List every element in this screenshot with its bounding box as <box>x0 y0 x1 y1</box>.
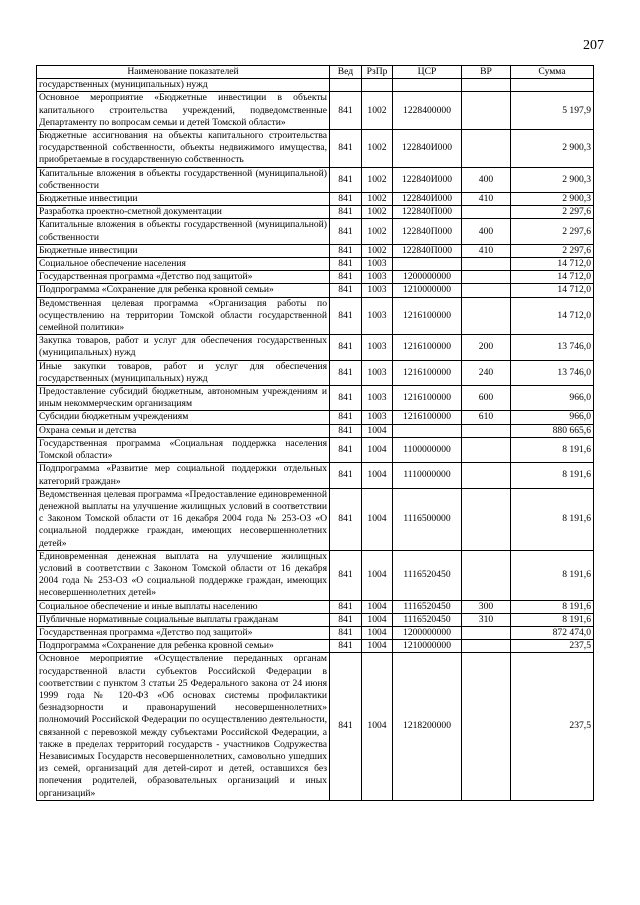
cell-name: Государственная программа «Детство под защитой» <box>37 626 330 639</box>
table-row <box>37 640 594 653</box>
table-row <box>37 130 594 168</box>
table-row <box>37 167 594 192</box>
cell-sum: 8 191,6 <box>511 488 594 550</box>
cell-vr <box>462 463 511 488</box>
cell-sum: 880 665,6 <box>511 424 594 437</box>
cell-sum: 8 191,6 <box>511 613 594 626</box>
cell-vr: 600 <box>462 386 511 411</box>
cell-vr: 200 <box>462 335 511 360</box>
cell-name: Субсидии бюджетным учреждениям <box>37 411 330 424</box>
cell-sum: 14 712,0 <box>511 258 594 271</box>
cell-ved: 841 <box>330 360 362 385</box>
cell-name: Государственная программа «Социальная поддержка населения Томской области» <box>37 437 330 462</box>
cell-rzpr: 1004 <box>362 626 393 639</box>
table-row <box>37 463 594 488</box>
header-name: Наименование показателей <box>37 66 330 79</box>
cell-rzpr: 1004 <box>362 463 393 488</box>
header-sum: Сумма <box>511 66 594 79</box>
cell-rzpr: 1004 <box>362 424 393 437</box>
cell-csr: 122840П000 <box>393 244 462 257</box>
cell-sum: 2 297,6 <box>511 206 594 219</box>
cell-name: Единовременная денежная выплата на улучшение жилищных условий в соответствии с Законом Томской области от 16 декабря 2004 года № 253-ОЗ «О социальной поддержке граждан, имеющих несовершеннолетних детей» <box>37 550 330 600</box>
cell-name: Капитальные вложения в объекты государственной (муниципальной) собственности <box>37 167 330 192</box>
table-row <box>37 92 594 130</box>
cell-csr: 1116500000 <box>393 488 462 550</box>
cell-vr <box>462 271 511 284</box>
cell-ved: 841 <box>330 640 362 653</box>
cell-sum: 14 712,0 <box>511 297 594 335</box>
cell-rzpr: 1004 <box>362 613 393 626</box>
cell-ved: 841 <box>330 424 362 437</box>
cell-sum: 872 474,0 <box>511 626 594 639</box>
cell-csr: 1116520450 <box>393 613 462 626</box>
cell-sum: 2 900,3 <box>511 130 594 168</box>
cell-ved <box>330 79 362 92</box>
cell-ved: 841 <box>330 335 362 360</box>
cell-rzpr: 1002 <box>362 206 393 219</box>
cell-name: Иные закупки товаров, работ и услуг для обеспечения государственных (муниципальных) нужд <box>37 360 330 385</box>
cell-rzpr: 1004 <box>362 600 393 613</box>
cell-ved: 841 <box>330 167 362 192</box>
cell-csr: 1216100000 <box>393 335 462 360</box>
cell-rzpr: 1003 <box>362 386 393 411</box>
cell-rzpr: 1002 <box>362 244 393 257</box>
cell-ved: 841 <box>330 92 362 130</box>
cell-sum: 13 746,0 <box>511 360 594 385</box>
cell-ved: 841 <box>330 219 362 244</box>
cell-rzpr: 1004 <box>362 640 393 653</box>
cell-vr <box>462 284 511 297</box>
cell-rzpr: 1003 <box>362 297 393 335</box>
cell-ved: 841 <box>330 206 362 219</box>
cell-vr <box>462 626 511 639</box>
header-ved: Вед <box>330 66 362 79</box>
cell-sum: 13 746,0 <box>511 335 594 360</box>
header-csr: ЦСР <box>393 66 462 79</box>
cell-sum: 2 900,3 <box>511 167 594 192</box>
cell-name: Подпрограмма «Развитие мер социальной поддержки отдельных категорий граждан» <box>37 463 330 488</box>
cell-vr: 400 <box>462 167 511 192</box>
cell-csr: 1216100000 <box>393 360 462 385</box>
cell-name: Публичные нормативные социальные выплаты гражданам <box>37 613 330 626</box>
cell-vr: 400 <box>462 219 511 244</box>
cell-rzpr: 1003 <box>362 258 393 271</box>
table-row <box>37 360 594 385</box>
cell-name: Капитальные вложения в объекты государственной (муниципальной) собственности <box>37 219 330 244</box>
table-row <box>37 600 594 613</box>
cell-name: Закупка товаров, работ и услуг для обеспечения государственных (муниципальных) нужд <box>37 335 330 360</box>
table-row <box>37 411 594 424</box>
table-row <box>37 219 594 244</box>
table-header-row <box>37 66 594 79</box>
cell-vr <box>462 488 511 550</box>
cell-rzpr <box>362 79 393 92</box>
cell-ved: 841 <box>330 488 362 550</box>
cell-vr <box>462 206 511 219</box>
cell-name: Подпрограмма «Сохранение для ребенка кровной семьи» <box>37 640 330 653</box>
cell-vr <box>462 424 511 437</box>
cell-vr: 410 <box>462 244 511 257</box>
cell-ved: 841 <box>330 284 362 297</box>
cell-vr <box>462 297 511 335</box>
header-vr: ВР <box>462 66 511 79</box>
cell-rzpr: 1004 <box>362 437 393 462</box>
table-row <box>37 386 594 411</box>
table-row <box>37 297 594 335</box>
cell-vr: 310 <box>462 613 511 626</box>
table-row <box>37 424 594 437</box>
cell-ved: 841 <box>330 613 362 626</box>
cell-sum: 2 297,6 <box>511 244 594 257</box>
cell-sum: 966,0 <box>511 411 594 424</box>
header-rzpr: РзПр <box>362 66 393 79</box>
cell-sum: 8 191,6 <box>511 550 594 600</box>
cell-rzpr: 1002 <box>362 130 393 168</box>
table-row <box>37 626 594 639</box>
cell-rzpr: 1004 <box>362 550 393 600</box>
cell-ved: 841 <box>330 258 362 271</box>
cell-sum: 8 191,6 <box>511 437 594 462</box>
cell-vr <box>462 640 511 653</box>
cell-vr <box>462 258 511 271</box>
cell-vr: 410 <box>462 193 511 206</box>
cell-csr: 1200000000 <box>393 271 462 284</box>
cell-csr: 1116520450 <box>393 550 462 600</box>
cell-rzpr: 1002 <box>362 193 393 206</box>
cell-csr: 122840И000 <box>393 193 462 206</box>
cell-ved: 841 <box>330 437 362 462</box>
cell-ved: 841 <box>330 386 362 411</box>
cell-name: Подпрограмма «Сохранение для ребенка кровной семьи» <box>37 284 330 297</box>
cell-sum: 8 191,6 <box>511 600 594 613</box>
cell-rzpr: 1004 <box>362 488 393 550</box>
cell-name: Основное мероприятие «Осуществление переданных органам государственной власти субъектов Российской Федерации в соответствии с пунктом 3 статьи 25 Федерального закона от 24 июня 1999 года № 120-ФЗ «Об основах системы профилактики безнадзорности и правонарушений несовершеннолетних» полномочий Российской Федерации по осуществлению деятельности, связанной с перевозкой между субъектами Российской Федерации, а также в пределах территорий государств - участников Содружества Независимых Государств несовершеннолетних, самовольно ушедших из семей, организаций для детей-сирот и детей, оставшихся без попечения родителей, образовательных организаций и иных организаций» <box>37 653 330 800</box>
cell-ved: 841 <box>330 600 362 613</box>
cell-csr: 1216100000 <box>393 411 462 424</box>
table-row <box>37 284 594 297</box>
table-row <box>37 258 594 271</box>
table-row <box>37 79 594 92</box>
cell-sum: 966,0 <box>511 386 594 411</box>
cell-rzpr: 1003 <box>362 335 393 360</box>
cell-sum: 14 712,0 <box>511 284 594 297</box>
cell-csr <box>393 424 462 437</box>
cell-name: Социальное обеспечение и иные выплаты населению <box>37 600 330 613</box>
cell-csr: 1228400000 <box>393 92 462 130</box>
cell-vr <box>462 653 511 800</box>
cell-ved: 841 <box>330 130 362 168</box>
budget-table <box>36 65 594 801</box>
cell-rzpr: 1003 <box>362 284 393 297</box>
cell-name: Ведомственная целевая программа «Организация работы по осуществлению на территории Томской области государственной семейной политики» <box>37 297 330 335</box>
cell-ved: 841 <box>330 193 362 206</box>
table-row <box>37 550 594 600</box>
cell-name: Основное мероприятие «Бюджетные инвестиции в объекты капитального строительства учреждений, подведомственные Департаменту по вопросам семьи и детей Томской области» <box>37 92 330 130</box>
cell-csr: 1100000000 <box>393 437 462 462</box>
cell-sum <box>511 79 594 92</box>
cell-csr: 1210000000 <box>393 284 462 297</box>
cell-ved: 841 <box>330 550 362 600</box>
cell-sum: 2 900,3 <box>511 193 594 206</box>
cell-name: Бюджетные инвестиции <box>37 244 330 257</box>
cell-csr: 122840И000 <box>393 130 462 168</box>
cell-vr: 240 <box>462 360 511 385</box>
cell-rzpr: 1003 <box>362 411 393 424</box>
cell-vr: 610 <box>462 411 511 424</box>
table-row <box>37 488 594 550</box>
cell-vr: 300 <box>462 600 511 613</box>
table-row <box>37 206 594 219</box>
cell-csr: 1200000000 <box>393 626 462 639</box>
cell-rzpr: 1002 <box>362 92 393 130</box>
cell-csr: 1216100000 <box>393 297 462 335</box>
cell-ved: 841 <box>330 271 362 284</box>
cell-sum: 237,5 <box>511 653 594 800</box>
cell-vr <box>462 550 511 600</box>
cell-name: Государственная программа «Детство под защитой» <box>37 271 330 284</box>
cell-name: Бюджетные инвестиции <box>37 193 330 206</box>
page-number: 207 <box>583 38 604 53</box>
cell-csr: 1218200000 <box>393 653 462 800</box>
cell-ved: 841 <box>330 297 362 335</box>
cell-rzpr: 1003 <box>362 360 393 385</box>
cell-csr: 122840П000 <box>393 219 462 244</box>
cell-name: государственных (муниципальных) нужд <box>37 79 330 92</box>
cell-csr <box>393 79 462 92</box>
cell-sum: 8 191,6 <box>511 463 594 488</box>
cell-csr: 122840И000 <box>393 167 462 192</box>
cell-ved: 841 <box>330 463 362 488</box>
cell-csr: 1110000000 <box>393 463 462 488</box>
cell-ved: 841 <box>330 653 362 800</box>
cell-sum: 14 712,0 <box>511 271 594 284</box>
cell-rzpr: 1003 <box>362 271 393 284</box>
table-row <box>37 193 594 206</box>
cell-vr <box>462 79 511 92</box>
table-row <box>37 613 594 626</box>
cell-name: Разработка проектно-сметной документации <box>37 206 330 219</box>
table-row <box>37 244 594 257</box>
cell-rzpr: 1004 <box>362 653 393 800</box>
cell-vr <box>462 437 511 462</box>
cell-sum: 5 197,9 <box>511 92 594 130</box>
cell-name: Бюджетные ассигнования на объекты капитального строительства государственной собственности, объекты недвижимого имущества, приобретаемые в государственную собственность <box>37 130 330 168</box>
cell-vr <box>462 130 511 168</box>
table-row <box>37 437 594 462</box>
cell-name: Предоставление субсидий бюджетным, автономным учреждениям и иным некоммерческим организациям <box>37 386 330 411</box>
cell-name: Ведомственная целевая программа «Предоставление единовременной денежной выплаты на улучшение жилищных условий в соответствии с Законом Томской области от 16 декабря 2004 года № 253-ОЗ «О социальной поддержке граждан, имеющих несовершеннолетних детей» <box>37 488 330 550</box>
cell-ved: 841 <box>330 411 362 424</box>
cell-csr: 1210000000 <box>393 640 462 653</box>
cell-name: Социальное обеспечение населения <box>37 258 330 271</box>
cell-csr: 1116520450 <box>393 600 462 613</box>
cell-csr: 1216100000 <box>393 386 462 411</box>
cell-sum: 2 297,6 <box>511 219 594 244</box>
cell-ved: 841 <box>330 244 362 257</box>
cell-rzpr: 1002 <box>362 167 393 192</box>
cell-name: Охрана семьи и детства <box>37 424 330 437</box>
cell-ved: 841 <box>330 626 362 639</box>
cell-csr: 122840П000 <box>393 206 462 219</box>
table-row <box>37 271 594 284</box>
cell-sum: 237,5 <box>511 640 594 653</box>
cell-csr <box>393 258 462 271</box>
table-row <box>37 653 594 800</box>
cell-rzpr: 1002 <box>362 219 393 244</box>
cell-vr <box>462 92 511 130</box>
table-row <box>37 335 594 360</box>
